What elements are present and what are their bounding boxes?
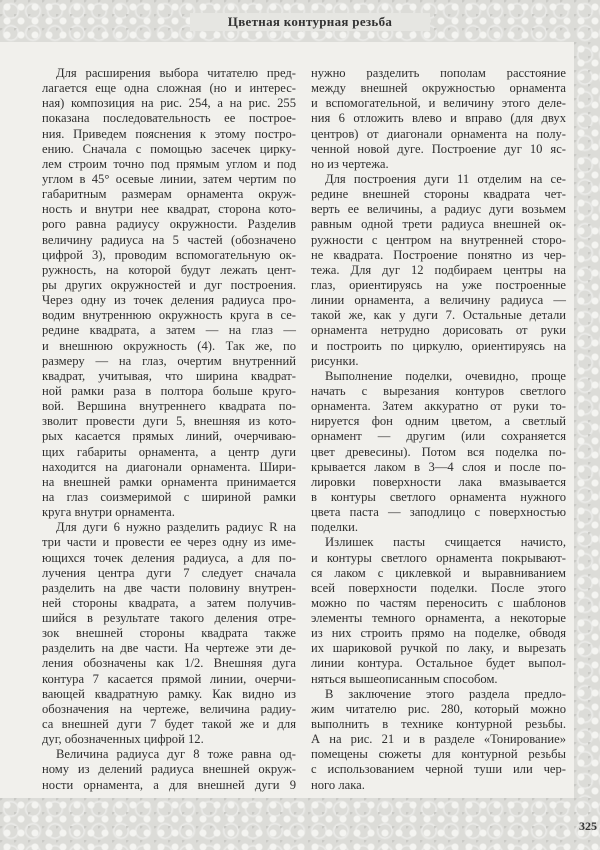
text-line: не квадрата. Построение понятно из чер- (311, 247, 566, 262)
text-line: помещены сюжеты для контурной резьбы (311, 747, 566, 762)
text-line: ной рамки раза в полтора больше круго- (42, 383, 296, 398)
text-line: ружности с центром на внутренней сторо- (311, 232, 566, 247)
text-line: зволит провести дуги 5, внешняя из кото- (42, 414, 296, 429)
text-line: ному из делений радиуса внешней окруж- (42, 762, 296, 777)
text-line: ней стороны квадрата, а затем получив- (42, 595, 296, 610)
text-line: линии контура. Остальное будет выпол- (311, 656, 566, 671)
text-line: ная) композиция на рис. 254, а на рис. 255 (42, 96, 296, 111)
text-line: са внешней дуги 7 будет такой же и для (42, 717, 296, 732)
text-line: нируется фон одним цветом, а светлый (311, 414, 566, 429)
text-line: ся лаком с циклевкой и выравниванием (311, 565, 566, 580)
text-line: ности орнамента, а для внешней дуги 9 (42, 777, 296, 792)
text-line: на глаз соизмеримой с шириной рамки (42, 489, 296, 504)
text-line: лагается еще одна сложная (но и интерес- (42, 81, 296, 96)
text-line: ению. Сначала с помощью засечек цирку- (42, 141, 296, 156)
text-line: шийся в результате такого деления отре- (42, 611, 296, 626)
text-line: из них строить прямо на поделке, обводя (311, 626, 566, 641)
text-line: габаритным размерам орнамента окруж- (42, 187, 296, 202)
text-column-right (311, 66, 566, 793)
text-line: щих габариты орнамента, а центр дуги (42, 444, 296, 459)
paragraph (311, 66, 566, 172)
paragraph (42, 747, 296, 792)
text-line: ления обозначены как 1/2. Внешняя дуга (42, 656, 296, 671)
text-line: поделки. (311, 520, 358, 535)
text-line: зок внешней стороны квадрата также (42, 626, 296, 641)
text-line: всей поверхности поделки. После этого (311, 580, 566, 595)
text-line: такой же, как у дуги 7. Остальные детали (311, 308, 566, 323)
paragraph (42, 520, 296, 747)
text-line: Для дуги 6 нужно разделить радиус R на (56, 520, 296, 535)
text-line: углом в 45° осевые линии, затем чертим по (42, 171, 296, 186)
text-line: ружность, на которой будут лежать цент- (42, 262, 296, 277)
text-line: вающей квадратную рамку. Как видно из (42, 686, 296, 701)
text-line: нужно разделить пополам расстояние (311, 66, 566, 80)
text-line: можно по частям переносить с шаблонов (311, 595, 566, 610)
text-line: и контуры светлого орнамента покрывают- (311, 550, 566, 565)
text-line: Величина радиуса дуг 8 тоже равна од- (56, 747, 296, 762)
text-line: В заключение этого раздела предло- (325, 686, 566, 701)
text-line: лем строим точно под прямым углом и под (42, 156, 296, 171)
text-line: водим внутреннюю окружность круга в се- (42, 308, 296, 323)
text-line: крывается лаком в 3—4 слоя и после по- (311, 459, 566, 474)
running-header: Цветная контурная резьба (190, 13, 430, 31)
text-line: центров) от диагонали орнамента на полу- (311, 126, 566, 141)
text-line: их шариковой ручкой по лаку, и вырезать (311, 641, 566, 656)
text-line: глаз, ориентируясь на уже построенные (311, 277, 566, 292)
text-line: выполнить в технике контурной резьбы. (311, 717, 566, 732)
text-line: и внешнюю окружность (4). Так же, по (42, 338, 296, 353)
text-line: три части и провести ее через одну из име- (42, 535, 296, 550)
text-line: начать с вырезания контуров светлого (311, 383, 566, 398)
text-line: ния. Приведем пояснения к этому постро- (42, 126, 296, 141)
text-line: рисунки. (311, 353, 359, 368)
paragraph (42, 66, 296, 520)
text-line: и построить по циркулю, ориентируясь на (311, 338, 566, 353)
paragraph (311, 535, 566, 686)
text-line: равным одной трети радиуса внешней ок- (311, 217, 566, 232)
page-number: 325 (579, 819, 597, 833)
text-line: ры других окружностей и дуг построения. (42, 277, 296, 292)
text-line: между внешней окружностью орнамента (311, 81, 566, 96)
text-line: с использованием черной туши или чер- (311, 762, 566, 777)
text-line: но из чертежа. (311, 156, 389, 171)
text-line: рого равна радиусу окружности. Разделив (42, 217, 296, 232)
text-line: лучения центра дуги 7 следует сначала (42, 565, 296, 580)
text-line: цвет древесины). Потом вся поделка по- (311, 444, 566, 459)
text-line: находится на диагонали орнамента. Шири- (42, 459, 296, 474)
text-line: ность и внутри нее квадрат, сторона кото- (42, 202, 296, 217)
text-line: Для построения дуги 11 отделим на се- (325, 171, 566, 186)
text-line: Для расширения выбора читателю пред- (56, 66, 296, 80)
text-line: рых касается прямых линий, очерчиваю- (42, 429, 296, 444)
text-line: вой. Вершина внутреннего квадрата по- (42, 399, 296, 414)
text-line: Излишек пасты счищается начисто, (325, 535, 566, 550)
text-line: лировки поверхности лака вмазывается (311, 474, 566, 489)
lace-border-bottom (0, 798, 600, 850)
text-line: ния 6 отложить влево и вправо (для двух (311, 111, 566, 126)
text-line: величину радиуса на 5 частей (обозначено (42, 232, 296, 247)
text-line: на внешней рамки орнамента принимается (42, 474, 296, 489)
text-line: тежа. Для дуг 12 подбираем центры на (311, 262, 566, 277)
text-line: показана последовательность ее построе- (42, 111, 296, 126)
paragraph (311, 172, 566, 369)
text-line: в контуры светлого орнамента нужного (311, 489, 566, 504)
text-line: разделить на две части половину внутрен- (42, 580, 296, 595)
paragraph (311, 687, 566, 793)
text-line: Выполнение поделки, очевидно, проще (325, 368, 566, 383)
text-line: А на рис. 21 и в разделе «Тонирование» (311, 732, 566, 747)
text-line: дуг, обозначенных цифрой 12. (42, 732, 204, 747)
text-line: элементы темного орнамента, а некоторые (311, 611, 566, 626)
text-line: цифрой 3), проводим вспомогательную ок- (42, 247, 296, 262)
text-line: редине квадрата, а затем — на глаз — (42, 323, 296, 338)
text-line: няться вышеописанным способом. (311, 671, 498, 686)
text-line: круга внутри орнамента. (42, 505, 175, 520)
text-line: орнамента. Затем аккуратно от руки то- (311, 399, 566, 414)
text-line: и вспомогательной, и величину этого деле- (311, 96, 566, 111)
text-line: линии орнамента, а величину радиуса — (311, 293, 566, 308)
text-line: цвета паста — заподлицо с поверхностью (311, 505, 566, 520)
text-line: разделить на две части. На чертеже эти де- (42, 641, 296, 656)
text-line: орнамент — другим (или сохраняется (311, 429, 566, 444)
text-line: квадрат, учитывая, что ширина квадрат- (42, 368, 296, 383)
text-line: жим читателю рис. 280, который можно (311, 701, 566, 716)
text-line: ного лака. (311, 777, 365, 792)
lace-border-right (574, 0, 600, 850)
text-line: верть ее величины, а радиус дуги возьмем (311, 202, 566, 217)
text-line: ющихся точек деления радиуса, а для по- (42, 550, 296, 565)
text-line: ченной новой дуге. Построение дуг 10 яс- (311, 141, 566, 156)
text-line: орнамента нетрудно дорисовать от руки (311, 323, 566, 338)
text-line: редине внешней стороны квадрата чет- (311, 187, 566, 202)
text-line: Через одну из точек деления радиуса про- (42, 293, 296, 308)
text-line: контура 7 касается прямой линии, очерчи- (42, 671, 296, 686)
paragraph (311, 369, 566, 536)
text-line: размеру — на глаз, очертим внутренний (42, 353, 296, 368)
text-line: обозначения на чертеже, величина радиу- (42, 701, 296, 716)
text-column-left (42, 66, 296, 793)
